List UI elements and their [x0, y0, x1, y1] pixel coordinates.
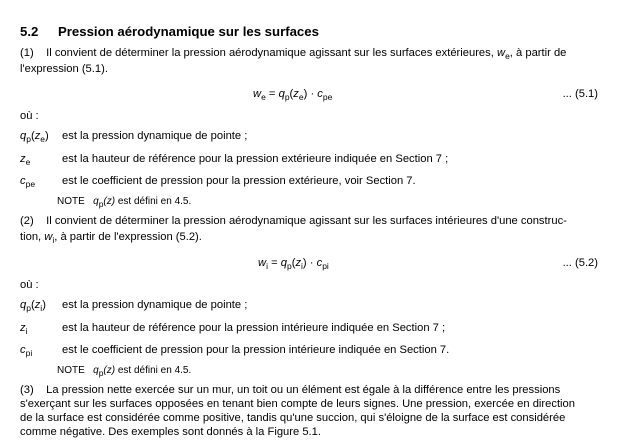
sym-q: q	[20, 299, 27, 311]
note-1	[57, 196, 191, 207]
symbol-qp-zi	[20, 299, 46, 311]
symbol-qp-ze	[20, 130, 49, 142]
paragraph-1-text-end: , à partir de	[509, 47, 567, 59]
eq-lhs-sub: i	[266, 261, 268, 271]
note-text: est défini en 4.5.	[115, 196, 192, 207]
note-q-sub: p	[98, 368, 104, 378]
paragraph-2-text: Il convient de déterminer la pression aérodynamique agissant sur les surfaces intérieures d'une construc-	[46, 215, 567, 227]
section-title: Pression aérodynamique sur les surfaces	[58, 24, 319, 39]
note-label: NOTE	[57, 365, 85, 376]
eq-paren: )	[302, 257, 307, 269]
definition-qp-ze: est la pression dynamique de pointe ;	[62, 130, 248, 142]
section-heading	[20, 24, 319, 39]
paragraph-3-line-2: s'exerçant sur les surfaces opposées en tenant bien compte de leurs signes. Une pression, exercée en direction	[20, 398, 575, 410]
note-label: NOTE	[57, 196, 85, 207]
eq-paren: )	[303, 88, 308, 100]
symbol-zi	[20, 322, 27, 334]
var-w-sub: i	[52, 235, 55, 245]
sym-c: c	[20, 175, 26, 187]
sym-paren: (	[30, 299, 35, 311]
sym-z-sub: i	[25, 326, 28, 336]
eq-sign: =	[265, 88, 279, 100]
paragraph-2-line-2	[20, 231, 202, 243]
paragraph-2-number: (2)	[20, 215, 34, 227]
eq-paren: (	[291, 257, 296, 269]
definition-ze: est la hauteur de référence pour la pression extérieure indiquée en Section 7 ;	[62, 153, 449, 165]
paragraph-2-line-1	[20, 215, 567, 227]
sym-c: c	[20, 344, 26, 356]
eq-z: z	[295, 257, 302, 269]
sym-z-sub: i	[40, 303, 43, 313]
eq-q-sub: p	[286, 261, 292, 271]
note-z: (z)	[103, 196, 116, 207]
equation-5-2	[258, 257, 329, 269]
sym-c-sub: pe	[25, 179, 36, 189]
ou-label-1: où :	[20, 110, 39, 122]
eq-z-sub: e	[298, 92, 304, 102]
section-number: 5.2	[20, 24, 39, 39]
equation-5-1-number: ... (5.1)	[562, 88, 598, 100]
sym-q: q	[20, 130, 27, 142]
note-z: (z)	[103, 365, 116, 376]
eq-z-sub: i	[301, 261, 303, 271]
sym-z: z	[34, 299, 41, 311]
eq-c-sub: pi	[322, 261, 329, 271]
definition-cpi: est le coefficient de pression pour la pression intérieure indiquée en Section 7.	[62, 344, 450, 356]
var-w: w	[44, 231, 53, 243]
eq-c: c	[316, 257, 323, 269]
paragraph-3-number: (3)	[20, 384, 34, 396]
eq-q-sub: p	[284, 92, 290, 102]
paragraph-1-line-1	[20, 47, 566, 59]
symbol-ze	[20, 153, 30, 165]
definition-qp-zi: est la pression dynamique de pointe ;	[62, 299, 248, 311]
definition-cpe: est le coefficient de pression pour la pression extérieure, voir Section 7.	[62, 175, 416, 187]
sym-paren: (	[30, 130, 35, 142]
eq-paren: (	[289, 88, 294, 100]
ou-label-2: où :	[20, 279, 39, 291]
sym-z: z	[34, 130, 41, 142]
note-q: q	[93, 196, 99, 207]
note-q: q	[93, 365, 99, 376]
eq-dot: ·	[306, 257, 317, 269]
eq-c: c	[317, 88, 323, 100]
eq-dot: ·	[307, 88, 318, 100]
paragraph-2-text-start: tion,	[20, 231, 45, 243]
eq-lhs: w	[258, 257, 267, 269]
sym-z: z	[20, 322, 26, 334]
equation-5-2-number: ... (5.2)	[562, 257, 598, 269]
paragraph-1-text: Il convient de déterminer la pression aérodynamique agissant sur les surfaces extérieures,	[46, 47, 497, 59]
paragraph-3-line-4: comme négative. Des exemples sont donnés à la Figure 5.1.	[20, 426, 321, 438]
sym-q-sub: p	[26, 134, 31, 144]
symbol-cpe	[20, 175, 35, 187]
paragraph-3-line-1	[20, 384, 560, 396]
var-w: w	[496, 47, 506, 59]
paragraph-1-number: (1)	[20, 47, 34, 59]
equation-5-1	[253, 88, 332, 100]
eq-c-sub: pe	[322, 92, 333, 102]
note-text: est défini en 4.5.	[115, 365, 192, 376]
eq-lhs: w	[253, 88, 262, 100]
sym-paren: )	[42, 299, 46, 311]
note-2	[57, 365, 191, 376]
eq-z: z	[293, 88, 299, 100]
paragraph-2-text-end: , à partir de l'expression (5.2).	[54, 231, 202, 243]
eq-sign: =	[267, 257, 281, 269]
definition-zi: est la hauteur de référence pour la pression intérieure indiquée en Section 7 ;	[62, 322, 446, 334]
eq-q: q	[280, 257, 287, 269]
paragraph-3-text: La pression nette exercée sur un mur, un toit ou un élément est égale à la différence entre les pressions	[46, 384, 561, 396]
note-q-sub: p	[98, 199, 104, 209]
var-w-sub: e	[505, 51, 510, 61]
paragraph-1-line-2: l'expression (5.1).	[20, 63, 108, 75]
paragraph-3-line-3: de la surface est considérée comme positive, tandis qu'une succion, qui s'éloigne de la surface est considérée	[20, 412, 566, 424]
sym-paren: )	[45, 130, 49, 142]
eq-q: q	[278, 88, 285, 100]
sym-c-sub: pi	[25, 348, 33, 358]
eq-lhs-sub: e	[261, 92, 266, 102]
symbol-cpi	[20, 344, 32, 356]
sym-z: z	[20, 153, 26, 165]
sym-z-sub: e	[40, 134, 46, 144]
sym-z-sub: e	[25, 157, 31, 167]
sym-q-sub: p	[26, 303, 31, 313]
